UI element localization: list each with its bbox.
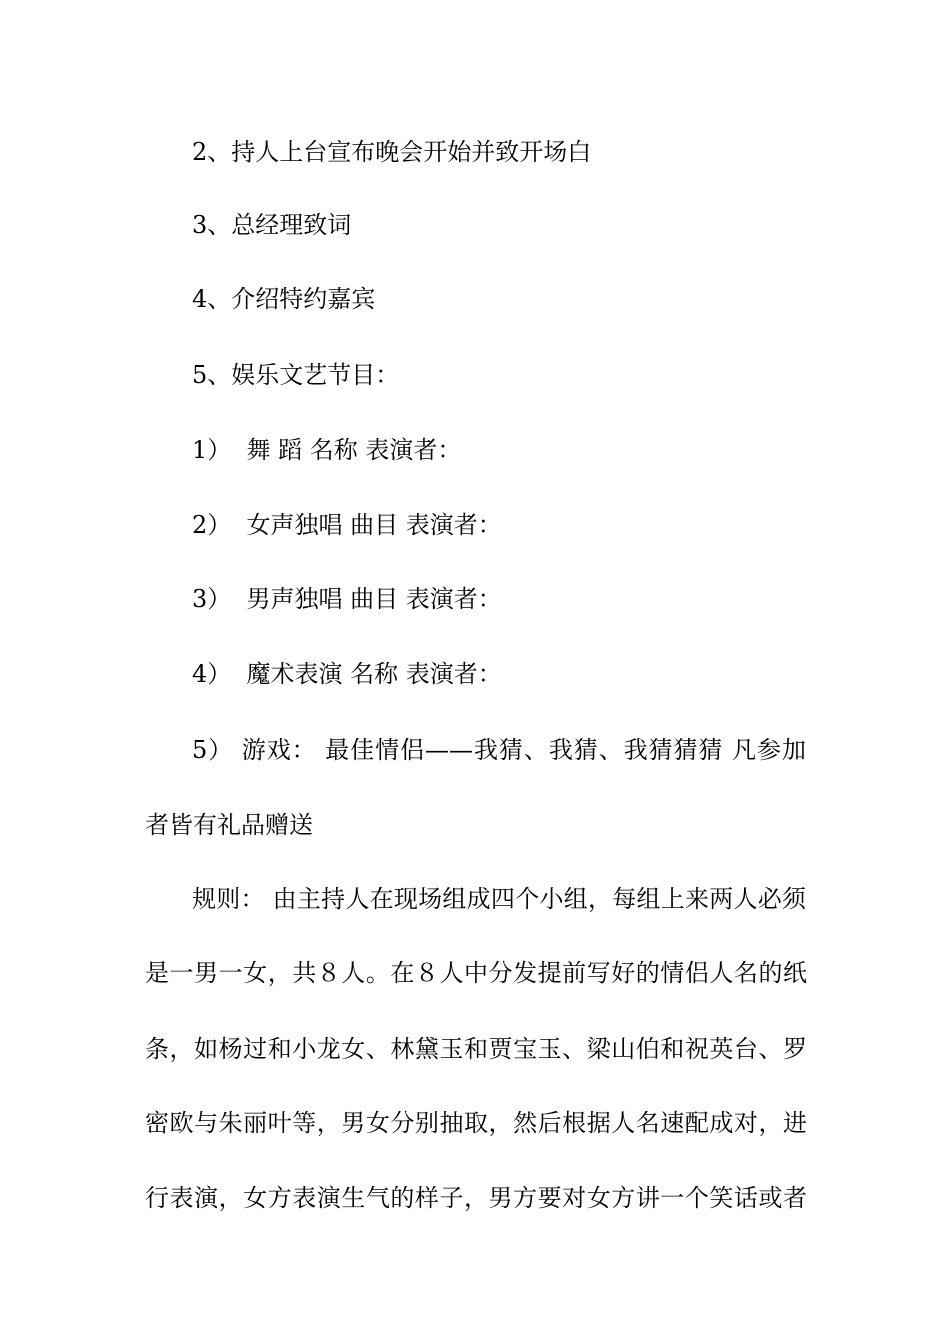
program-item-5-continued: 者皆有礼品赠送 bbox=[145, 811, 313, 839]
program-item-1: 1） 舞 蹈 名称 表演者： bbox=[192, 436, 462, 464]
rules-paragraph-line-3: 条，如杨过和小龙女、林黛玉和贾宝玉、梁山伯和祝英台、罗 bbox=[145, 1035, 807, 1063]
rules-paragraph-line-4: 密欧与朱丽叶等，男女分别抽取，然后根据人名速配成对，进 bbox=[145, 1109, 807, 1137]
agenda-item-5: 5、娱乐文艺节目： bbox=[192, 361, 400, 389]
program-item-5: 5） 游戏： 最佳情侣——我猜、我猜、我猜猜猜 凡参加 bbox=[192, 736, 806, 764]
program-item-4: 4） 魔术表演 名称 表演者： bbox=[192, 660, 502, 688]
program-item-3: 3） 男声独唱 曲目 表演者： bbox=[192, 585, 502, 613]
rules-paragraph-line-2: 是一男一女，共８人。在８人中分发提前写好的情侣人名的纸 bbox=[145, 959, 807, 987]
rules-paragraph-line-5: 行表演，女方表演生气的样子，男方要对女方讲一个笑话或者 bbox=[145, 1184, 807, 1212]
agenda-item-3: 3、总经理致词 bbox=[192, 211, 352, 239]
rules-paragraph-line-1: 规则： 由主持人在现场组成四个小组，每组上来两人必须 bbox=[192, 885, 806, 913]
program-item-2: 2） 女声独唱 曲目 表演者： bbox=[192, 511, 502, 539]
agenda-item-4: 4、介绍特约嘉宾 bbox=[192, 285, 376, 313]
agenda-item-2: 2、持人上台宣布晚会开始并致开场白 bbox=[192, 138, 592, 166]
